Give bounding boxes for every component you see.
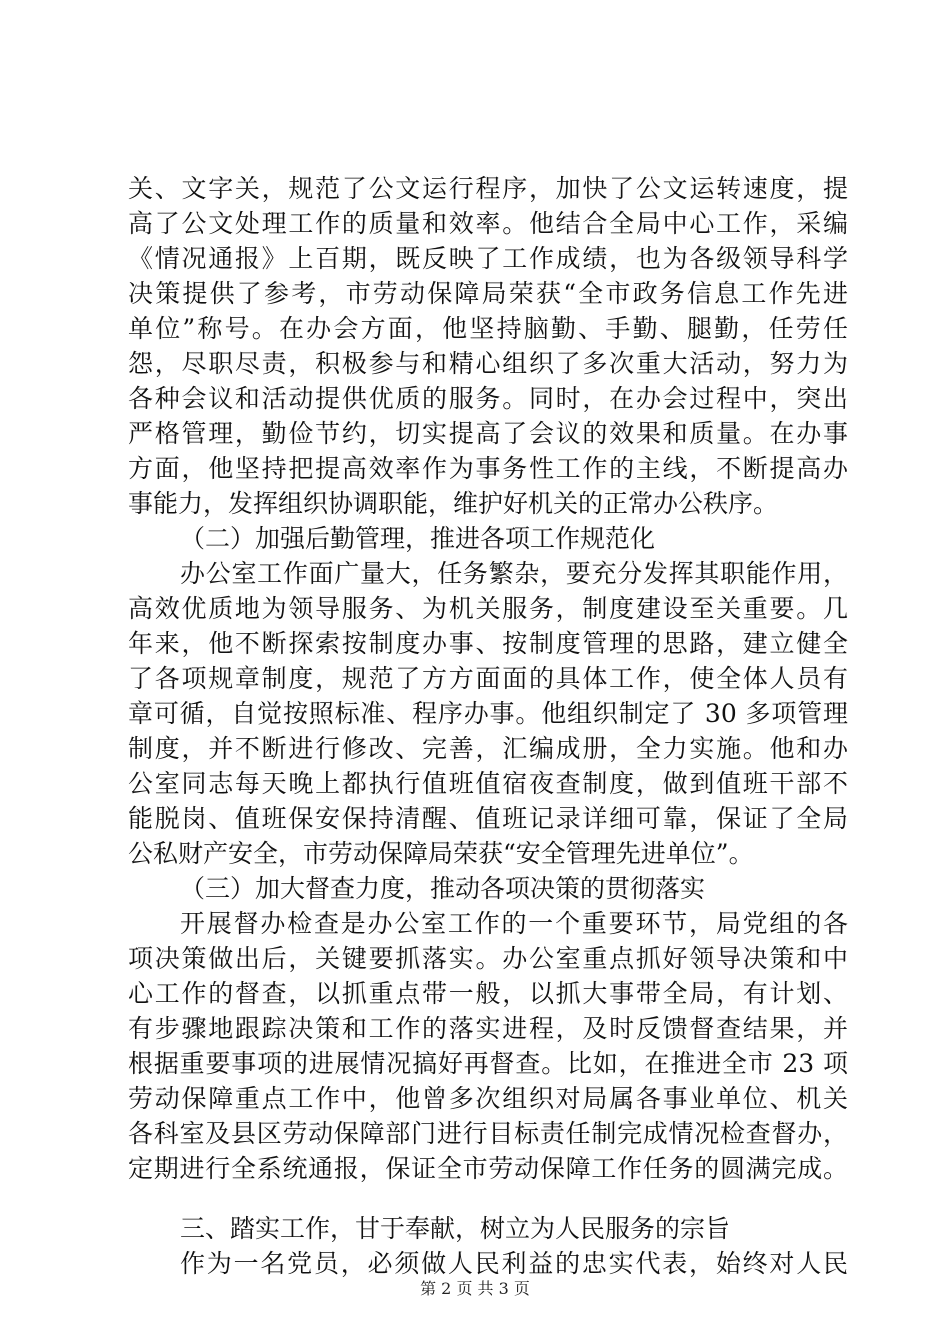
body-line: 公私财产安全，市劳动保障局荣获“安全管理先进单位”。	[128, 839, 754, 868]
body-line: 怨，尽职尽责，积极参与和精心组织了多次重大活动，努力为	[128, 349, 848, 378]
body-line: 制度，并不断进行修改、完善，汇编成册，全力实施。他和办	[128, 734, 848, 763]
body-line: 根据重要事项的进展情况搞好再督查。比如，在推进全市 23 项	[128, 1049, 848, 1078]
body-line: 高效优质地为领导服务、为机关服务，制度建设至关重要。几	[128, 594, 848, 623]
body-line: 有步骤地跟踪决策和工作的落实进程，及时反馈督查结果，并	[128, 1014, 848, 1043]
body-line: 能脱岗、值班保安保持清醒、值班记录详细可靠，保证了全局	[128, 804, 848, 833]
body-line: 章可循，自觉按照标准、程序办事。他组织制定了 30 多项管理	[128, 699, 848, 728]
page-number-footer: 第 2 页 共 3 页	[420, 1279, 530, 1298]
body-line: 高了公文处理工作的质量和效率。他结合全局中心工作，采编	[128, 209, 848, 238]
body-line: 心工作的督查，以抓重点带一般，以抓大事带全局，有计划、	[128, 979, 848, 1008]
body-line: 公室同志每天晚上都执行值班值宿夜查制度，做到值班干部不	[128, 769, 848, 798]
body-line: 单位”称号。在办会方面，他坚持脑勤、手勤、腿勤，任劳任	[128, 314, 848, 343]
body-line: 方面，他坚持把提高效率作为事务性工作的主线，不断提高办	[128, 454, 848, 483]
body-line: 了各项规章制度，规范了方方面面的具体工作，使全体人员有	[128, 664, 848, 693]
section-heading-2: （二）加强后勤管理，推进各项工作规范化	[180, 524, 656, 553]
body-line: 各科室及县区劳动保障部门进行目标责任制完成情况检查督办，	[128, 1119, 848, 1148]
section-heading-3: （三）加大督查力度，推动各项决策的贯彻落实	[180, 874, 706, 903]
body-line: 严格管理，勤俭节约，切实提高了会议的效果和质量。在办事	[128, 419, 848, 448]
section-heading-three: 三、踏实工作，甘于奉献，树立为人民服务的宗旨	[180, 1214, 731, 1243]
body-line: 劳动保障重点工作中，他曾多次组织对局属各事业单位、机关	[128, 1084, 848, 1113]
body-line: 项决策做出后，关键要抓落实。办公室重点抓好领导决策和中	[128, 944, 848, 973]
body-line: 决策提供了参考，市劳动保障局荣获“全市政务信息工作先进	[128, 279, 848, 308]
body-line: 事能力，发挥组织协调职能，维护好机关的正常办公秩序。	[128, 489, 779, 518]
body-line: 关、文字关，规范了公文运行程序，加快了公文运转速度，提	[128, 174, 848, 203]
body-line: 办公室工作面广量大，任务繁杂，要充分发挥其职能作用，	[180, 559, 848, 588]
body-line: 开展督办检查是办公室工作的一个重要环节，局党组的各	[180, 909, 848, 938]
body-line: 作为一名党员，必须做人民利益的忠实代表，始终对人民	[180, 1249, 848, 1278]
body-line: 年来，他不断探索按制度办事、按制度管理的思路，建立健全	[128, 629, 848, 658]
body-line: 各种会议和活动提供优质的服务。同时，在办会过程中，突出	[128, 384, 848, 413]
body-line: 定期进行全系统通报，保证全市劳动保障工作任务的圆满完成。	[128, 1154, 848, 1183]
body-line: 《情况通报》上百期，既反映了工作成绩，也为各级领导科学	[128, 244, 848, 273]
